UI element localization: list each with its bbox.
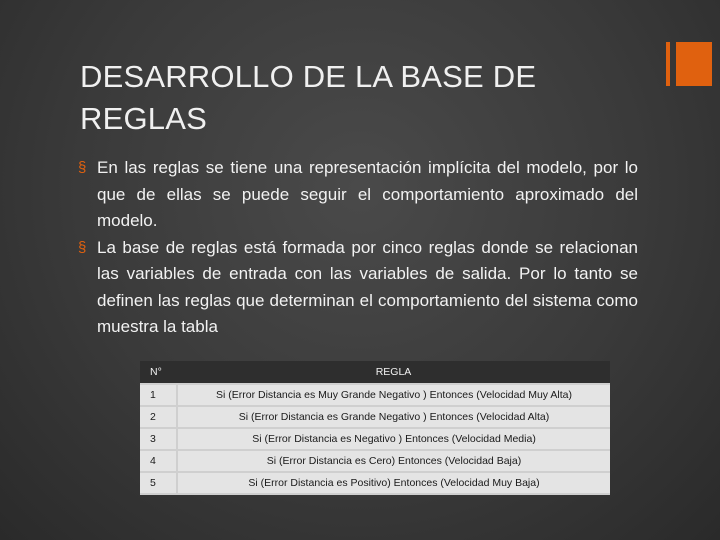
row-number: 1 [140,384,177,406]
row-rule: Si (Error Distancia es Muy Grande Negativo ) Entonces (Velocidad Muy Alta) [177,384,610,406]
row-number: 2 [140,406,177,428]
slide-title: DESARROLLO DE LA BASE DE REGLAS [80,59,537,136]
header-rule: REGLA [177,361,610,384]
row-number: 3 [140,428,177,450]
square-bullet-icon: § [78,159,87,176]
bullet-text: En las reglas se tiene una representación implícita del modelo, por lo que de ellas se puede seguir el comportamiento aproximado del modelo. [97,158,638,230]
row-rule: Si (Error Distancia es Grande Negativo ) Entonces (Velocidad Alta) [177,406,610,428]
bullet-item [78,155,638,235]
bullet-text: La base de reglas está formada por cinco reglas donde se relacionan las variables de entrada con las variables de salida. Por lo tanto se definen las reglas que determinan el comportamiento del sistema como muestra la tabla [97,237,638,336]
bullet-list [78,155,638,341]
table-row [140,450,610,472]
row-rule: Si (Error Distancia es Negativo ) Entonces (Velocidad Media) [177,428,610,450]
table-row [140,472,610,494]
table-row [140,406,610,428]
table-row [140,384,610,406]
accent-bar-thin [666,42,670,86]
bullet-item [78,235,638,341]
row-number: 4 [140,450,177,472]
accent-bar-thick [676,42,712,86]
table-header-row [140,361,610,384]
row-rule: Si (Error Distancia es Cero) Entonces (Velocidad Baja) [177,450,610,472]
table-row [140,428,610,450]
row-rule: Si (Error Distancia es Positivo) Entonces (Velocidad Muy Baja) [177,472,610,494]
row-number: 5 [140,472,177,494]
square-bullet-icon: § [78,238,87,256]
rules-table [140,361,610,495]
header-number: N° [140,361,177,384]
